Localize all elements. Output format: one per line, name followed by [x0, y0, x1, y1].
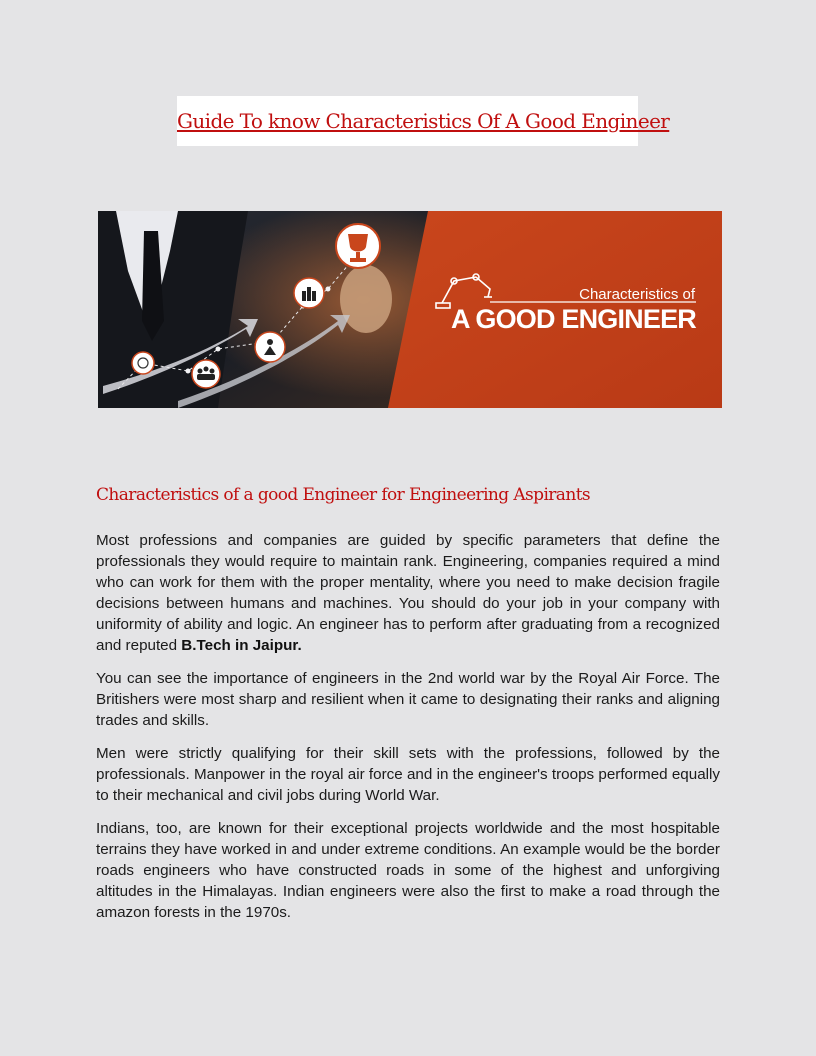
paragraph-text: Most professions and companies are guided by specific parameters that define the professionals they would require to maintain rank. Engineering, companies required a mind who can work for them with the proper mentality, where you need to make decision fragile decisions between humans and machines. You should do your job in your company with uniformity of ability and logic. An engineer has to perform after graduating from a recognized and reputed — [96, 532, 720, 654]
page-title: Guide To know Characteristics Of A Good Engineer — [177, 109, 670, 133]
banner-caption-large: A GOOD ENGINEER — [450, 304, 696, 334]
banner-image — [98, 211, 722, 408]
icon-circle-target — [132, 352, 154, 374]
paragraph: You can see the importance of engineers in the 2nd world war by the Royal Air Force. The Britishers were most sharp and resilient when it came to designating their ranks and aligning trades and skills. — [96, 670, 720, 729]
trophy-icon — [336, 224, 380, 268]
title-box — [177, 96, 670, 146]
paragraph: Men were strictly qualifying for their skill sets with the professions, followed by the professionals. Manpower in the royal air force and in the engineer's troops performed equally to their mechanical and civil jobs during World War. — [96, 745, 720, 804]
icon-circle-group — [294, 278, 324, 308]
banner-caption-small: Characteristics of — [579, 286, 695, 303]
body-text — [96, 530, 720, 935]
paragraph: Indians, too, are known for their exceptional projects worldwide and the most hospitable terrains they have worked in and under extreme conditions. An example would be the border roads engineers who have constructed roads in some of the highest and unforgiving altitudes in the Himalayas. Indian engineers were also the first to make a road through the amazon forests in the 1970s. — [96, 820, 720, 921]
icon-circle-team — [192, 360, 220, 388]
paragraph — [96, 530, 720, 656]
paragraph-bold-text: B.Tech in Jaipur. — [181, 637, 302, 654]
hand-shape — [340, 265, 392, 333]
icon-circle-person — [255, 332, 285, 362]
section-heading: Characteristics of a good Engineer for Engineering Aspirants — [96, 485, 591, 505]
